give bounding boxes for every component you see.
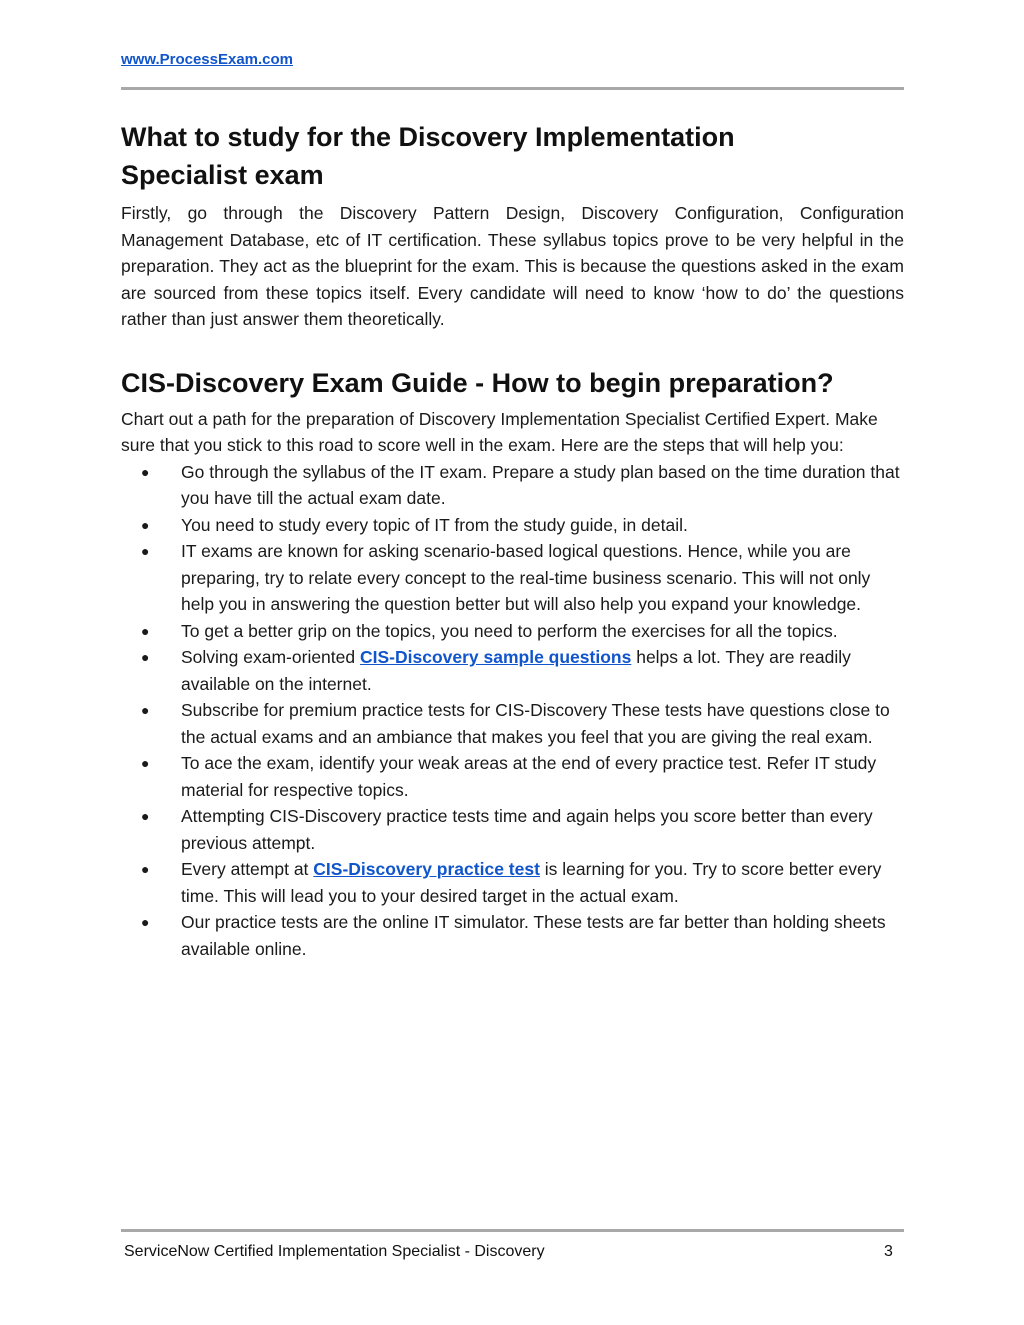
bullet-icon: ●: [141, 622, 150, 639]
bullet-icon: ●: [141, 861, 150, 877]
list-item: [121, 459, 904, 512]
list-item-text: IT exams are known for asking scenario-based logical questions. Hence, while you are preparing, try to relate every concept to the real-time business scenario. This will not only help you in answering the question better but will also help you expand your knowledge.: [181, 541, 871, 614]
list-item-text-after: is learning for you. Try to score better every time. This will lead you to your desired target in the actual exam.: [181, 859, 882, 906]
list-item-text-after: helps a lot. They are readily available on the internet.: [181, 647, 851, 694]
list-item: [121, 538, 904, 618]
section-title-what-to-study: What to study for the Discovery Implementation Specialist exam: [121, 122, 735, 190]
list-item-text: Our practice tests are the online IT simulator. These tests are far better than holding sheets available online.: [181, 912, 886, 959]
bullet-icon: ●: [141, 808, 150, 824]
practice-test-link[interactable]: CIS-Discovery practice test: [313, 859, 540, 879]
list-item: [121, 697, 904, 750]
list-item-text-before: Solving exam-oriented: [181, 647, 360, 667]
bullet-icon: ●: [141, 755, 150, 771]
page-number: 3: [884, 1243, 893, 1260]
list-item-text: Go through the syllabus of the IT exam. Prepare a study plan based on the time duration that you have till the actual exam date.: [181, 461, 900, 508]
section-title-exam-guide: CIS-Discovery Exam Guide - How to begin preparation?: [121, 367, 834, 398]
footer-title: ServiceNow Certified Implementation Specialist - Discovery: [124, 1243, 545, 1260]
main-content: [121, 118, 904, 962]
list-item: [121, 512, 904, 539]
section-intro-exam-guide: Chart out a path for the preparation of Discovery Implementation Specialist Certified Expert. Make sure that you stick to this road to score well in the exam. Here are the steps that will help you:: [121, 408, 878, 455]
list-item: [121, 803, 904, 856]
site-link[interactable]: www.ProcessExam.com: [121, 51, 294, 68]
bullet-icon: ●: [141, 649, 150, 665]
list-item: [121, 856, 904, 909]
list-item: [121, 909, 904, 962]
list-item-text: Attempting CIS-Discovery practice tests time and again helps you score better than every previous attempt.: [181, 806, 873, 853]
bullet-icon: ●: [141, 516, 150, 533]
sample-questions-link[interactable]: CIS-Discovery sample questions: [359, 647, 632, 667]
bullet-icon: ●: [141, 543, 150, 559]
list-item-text: To ace the exam, identify your weak areas at the end of every practice test. Refer IT study material for respective topics.: [181, 753, 877, 800]
bullet-icon: ●: [141, 702, 150, 718]
bullet-icon: ●: [141, 914, 150, 930]
steps-list: [121, 459, 904, 963]
header-divider: [121, 87, 904, 90]
list-item-text-before: Every attempt at: [181, 859, 314, 879]
list-item: [121, 618, 904, 645]
list-item: [121, 644, 904, 697]
section-paragraph-what-to-study: Firstly, go through the Discovery Pattern Design, Discovery Configuration, Configuration Management Database, etc of IT certification. These syllabus topics prove to be very helpful in the preparation. They act as the blueprint for the exam. This is because the questions asked in the exam are sourced from these topics itself. Every candidate will need to know ‘how to do’ the questions rather than just answer them theoretically.: [121, 203, 904, 329]
bullet-icon: ●: [141, 463, 150, 480]
list-item: [121, 750, 904, 803]
footer-divider: [121, 1229, 904, 1232]
list-item-text: Subscribe for premium practice tests for CIS-Discovery These tests have questions close to the actual exams and an ambiance that makes you feel that you are giving the real exam.: [181, 700, 890, 747]
list-item-text: To get a better grip on the topics, you need to perform the exercises for all the topics.: [181, 620, 838, 641]
list-item-text: You need to study every topic of IT from the study guide, in detail.: [181, 514, 688, 535]
